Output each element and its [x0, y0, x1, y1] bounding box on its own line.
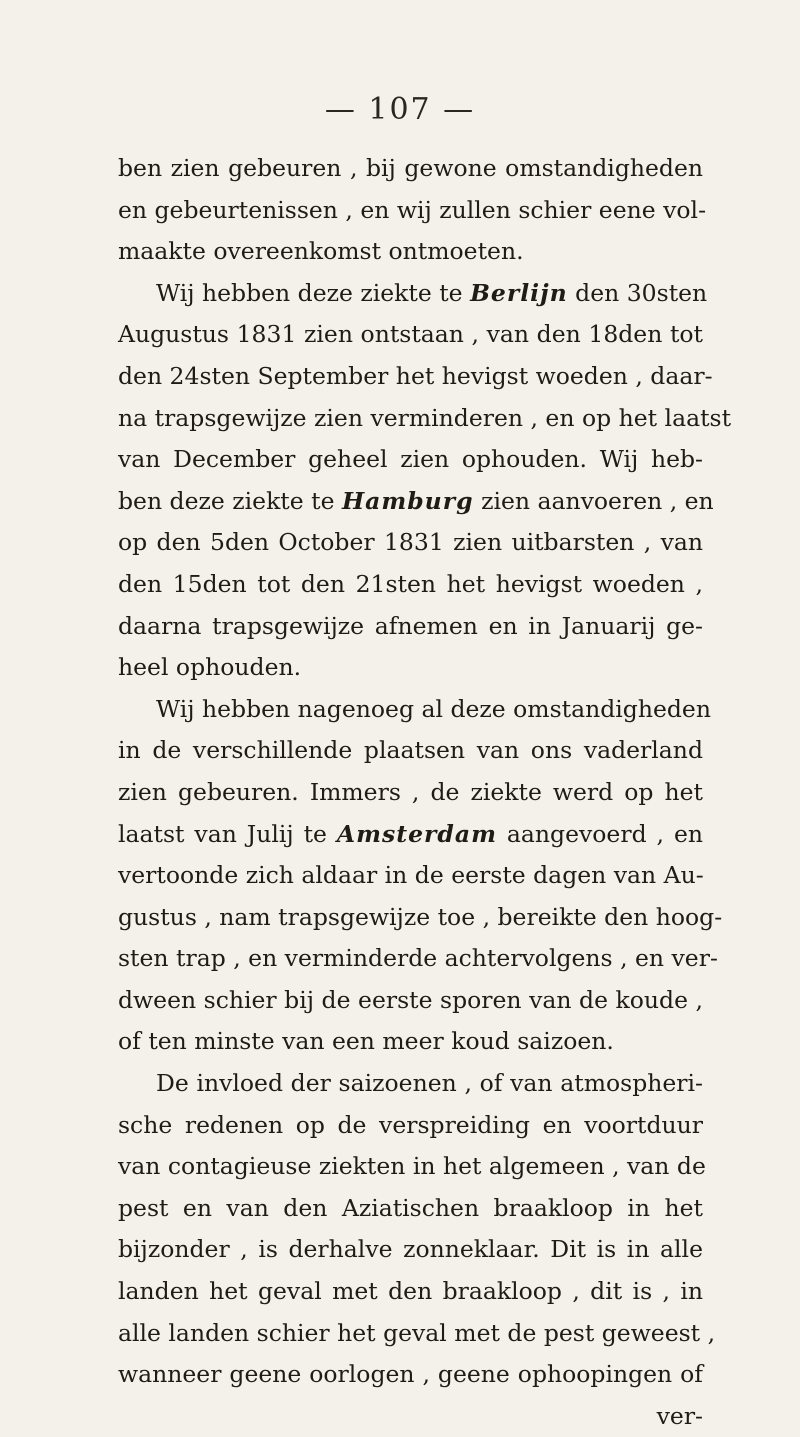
text-line: den 15den tot den 21sten het hevigst woeden , — [118, 569, 703, 598]
place-name-hamburg: Hamburg — [341, 486, 474, 515]
place-name-amsterdam: Amsterdam — [336, 819, 497, 848]
body-text — [118, 148, 732, 1437]
text-line: gustus , nam trapsgewijze toe , bereikte den hoog- — [118, 902, 723, 931]
text-line: alle landen schier het geval met de pest geweest , — [118, 1318, 716, 1347]
text-line: en gebeurtenissen , en wij zullen schier eene vol- — [118, 195, 707, 224]
text-line: daarna trapsgewijze afnemen en in Januarij ge- — [118, 611, 703, 640]
line-text: zien aanvoeren , en — [473, 486, 714, 515]
text-line: sten trap , en verminderde achtervolgens , en ver- — [118, 944, 718, 973]
text-line: van contagieuse ziekten in het algemeen , van de — [118, 1152, 706, 1181]
text-line: De invloed der saizoenen , of van atmospheri- — [156, 1069, 703, 1098]
line-text: aangevoerd , en — [496, 819, 704, 848]
place-name-berlijn: Berlijn — [470, 278, 568, 307]
text-line: den 24sten September het hevigst woeden , daar- — [118, 361, 713, 390]
catchword: ver- — [656, 1401, 703, 1430]
text-line: landen het geval met den braakloop , dit is , in — [118, 1277, 703, 1306]
text-line — [118, 481, 714, 523]
line-text: Wij hebben deze ziekte te — [156, 278, 471, 307]
line-text: den 30sten — [567, 278, 708, 307]
text-line: bijzonder , is derhalve zonneklaar. Dit is in alle — [118, 1235, 703, 1264]
text-line: vertoonde zich aldaar in de eerste dagen van Au- — [118, 861, 704, 890]
text-line: zien gebeuren. Immers , de ziekte werd op het — [118, 777, 703, 806]
text-line: wanneer geene oorlogen , geene ophoopingen of — [118, 1360, 703, 1389]
text-line: dween schier bij de eerste sporen van de koude , — [118, 985, 703, 1014]
text-line: op den 5den October 1831 zien uitbarsten , van — [118, 528, 703, 557]
text-line: sche redenen op de verspreiding en voortduur — [118, 1110, 703, 1139]
line-text: ben deze ziekte te — [118, 486, 342, 515]
text-line — [118, 814, 703, 856]
text-line: in de verschillende plaatsen van ons vaderland — [118, 736, 703, 765]
text-line: na trapsgewijze zien verminderen , en op het laatst — [118, 403, 732, 432]
text-line: maakte overeenkomst ontmoeten. — [118, 237, 524, 266]
text-line: heel ophouden. — [118, 653, 302, 682]
line-text: laatst van Julij te — [118, 819, 337, 848]
text-line: of ten minste van een meer koud saizoen. — [118, 1027, 614, 1056]
text-line: van December geheel zien ophouden. Wij heb- — [118, 445, 703, 474]
text-line: Wij hebben nagenoeg al deze omstandigheden — [156, 694, 711, 723]
text-line — [118, 273, 708, 315]
text-line: pest en van den Aziatischen braakloop in het — [118, 1193, 703, 1222]
text-line: ben zien gebeuren , bij gewone omstandigheden — [118, 154, 703, 182]
text-line: Augustus 1831 zien ontstaan , van den 18den tot — [118, 320, 703, 349]
page-number: — 107 — — [324, 92, 476, 127]
